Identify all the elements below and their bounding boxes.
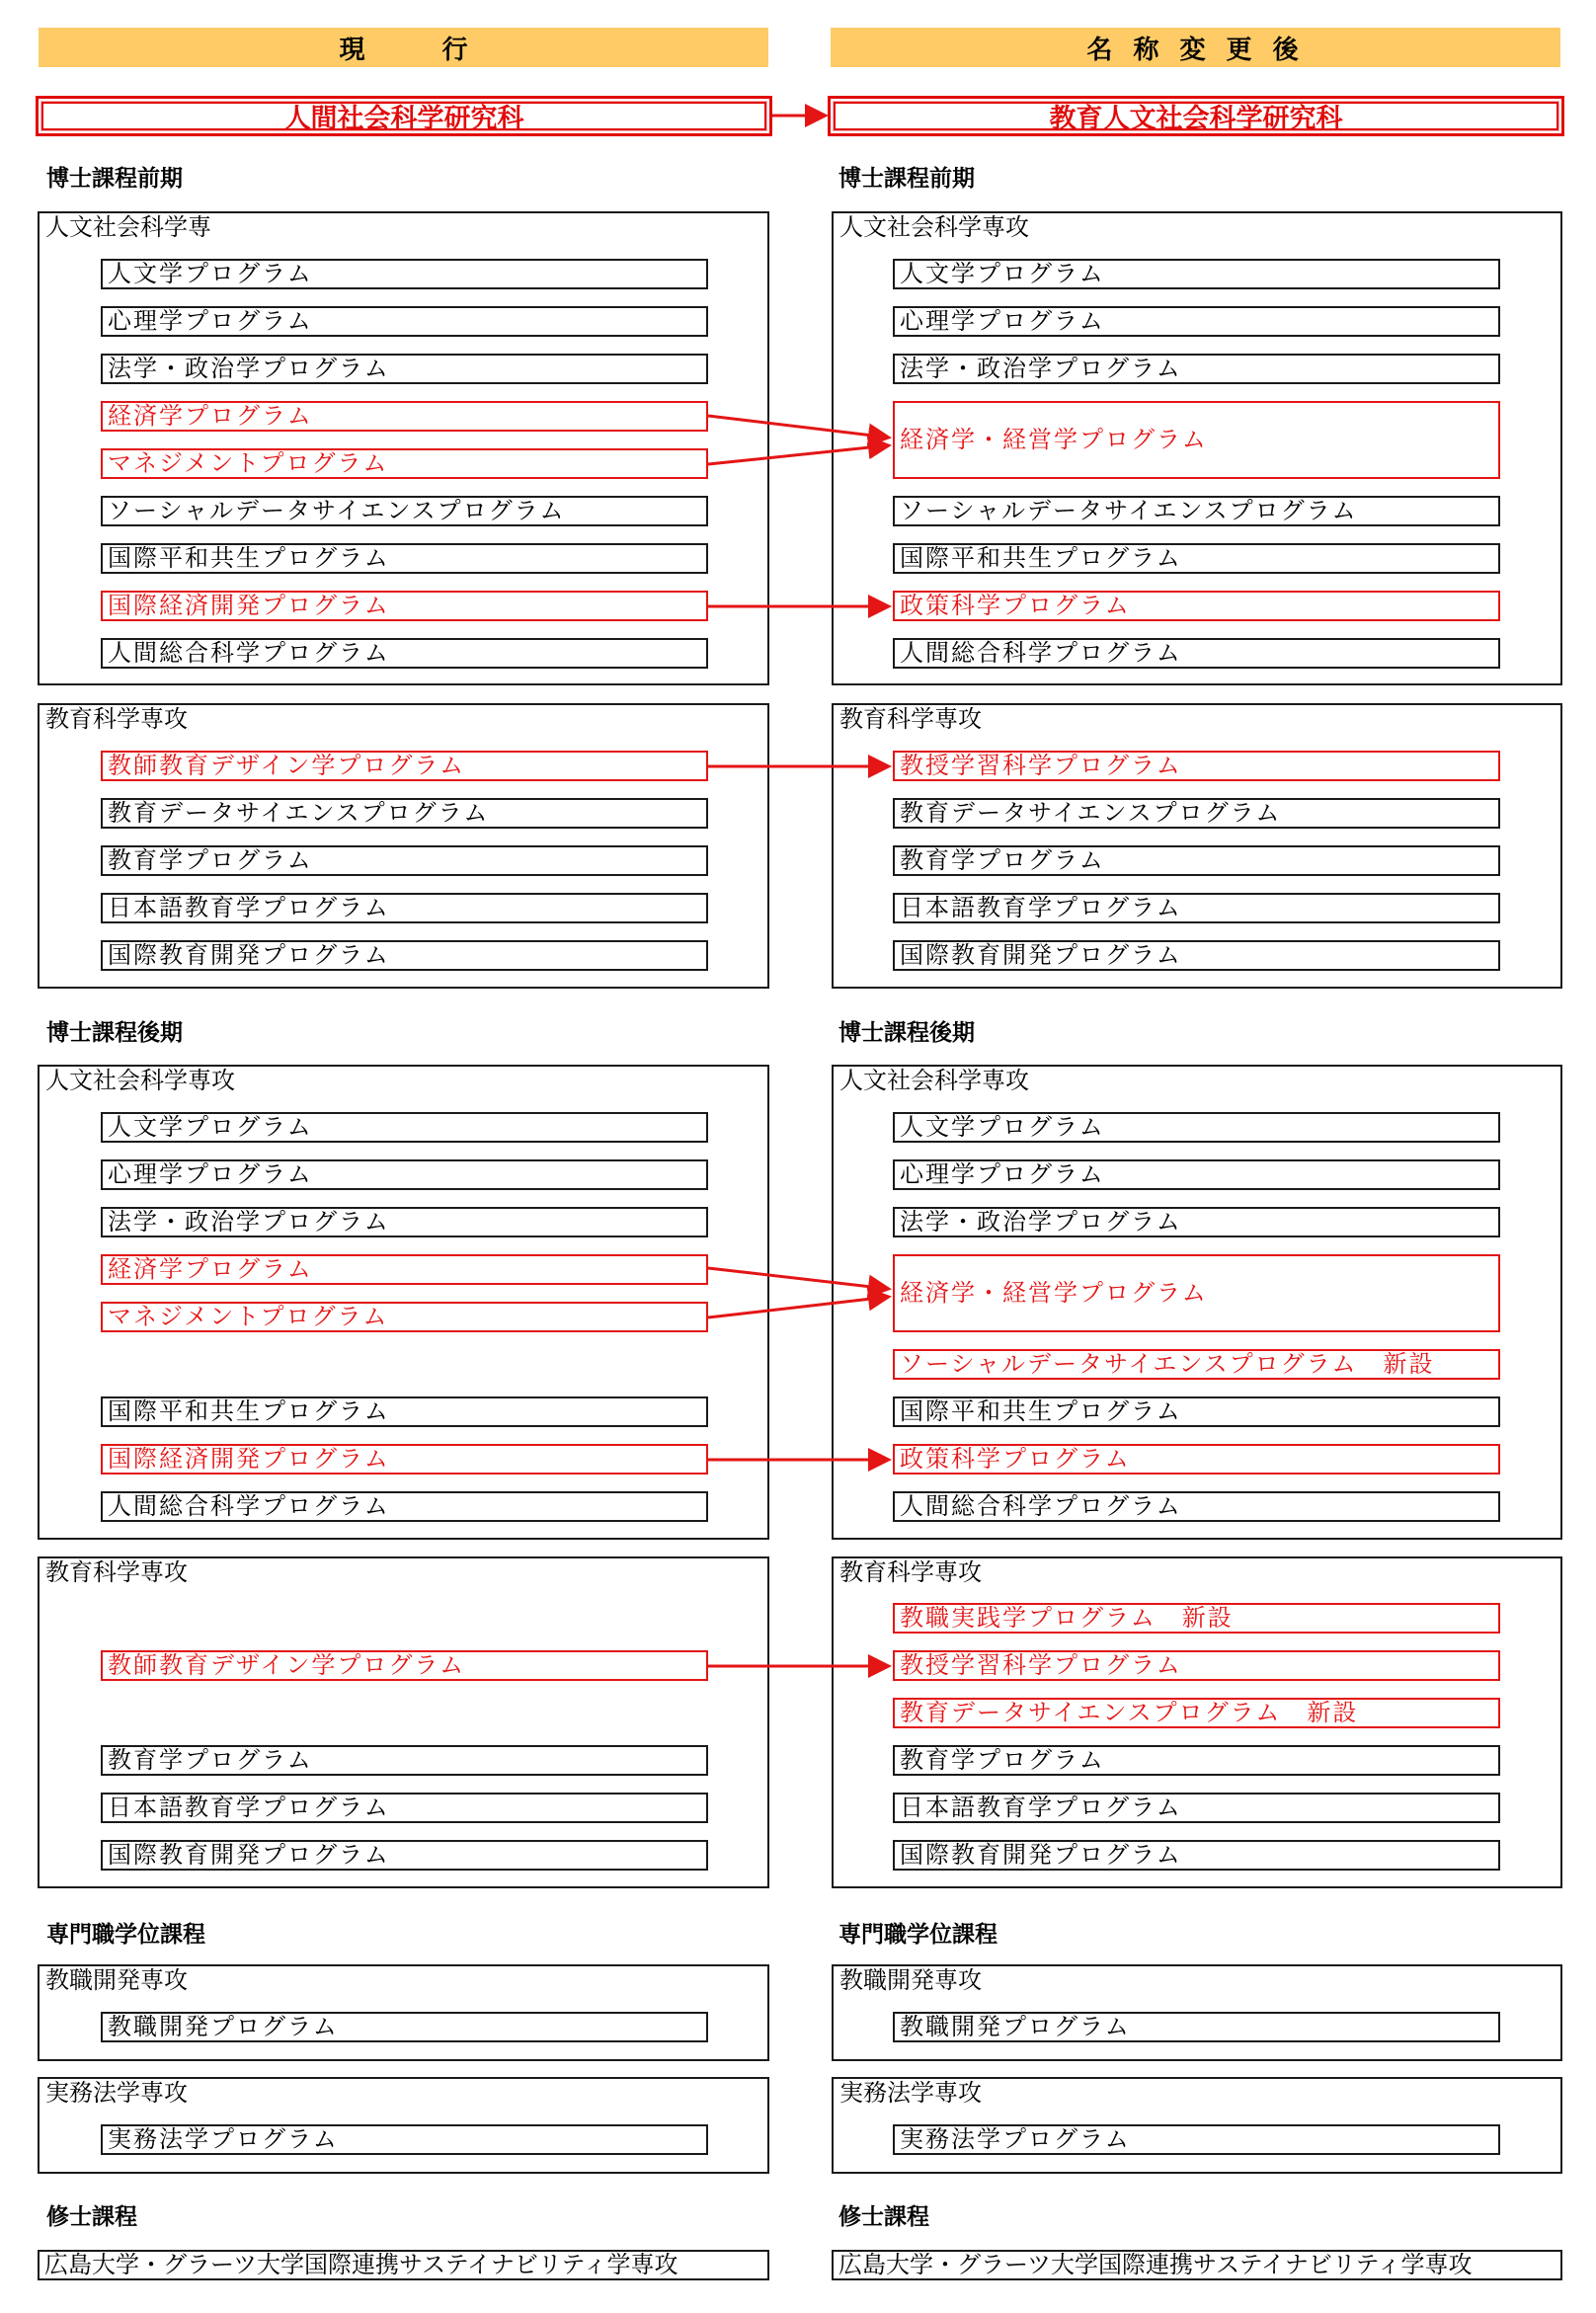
program-box-merged: 経済学・経営学プログラム — [893, 1254, 1500, 1332]
header-renamed — [831, 28, 1560, 67]
heading-master-renamed: 修士課程 — [838, 2204, 929, 2230]
group-label: 人文社会科学専攻 — [45, 1067, 235, 1094]
program-box: 国際教育開発プログラム — [101, 1840, 708, 1871]
program-box: 国際平和共生プログラム — [101, 543, 708, 574]
program-box: 国際教育開発プログラム — [893, 940, 1500, 971]
program-box-changed: 経済学プログラム — [101, 1254, 708, 1285]
program-box-new: 教職実践学プログラム 新設 — [893, 1603, 1500, 1634]
group-label: 教育科学専攻 — [839, 1558, 982, 1586]
program-box: 国際教育開発プログラム — [893, 1840, 1500, 1871]
program-box: ソーシャルデータサイエンスプログラム — [893, 496, 1500, 526]
program-box: 人間総合科学プログラム — [893, 638, 1500, 669]
heading-professional-current: 専門職学位課程 — [46, 1922, 205, 1948]
group-label: 人文社会科学専 — [45, 213, 211, 241]
program-box: 人間総合科学プログラム — [893, 1491, 1500, 1522]
program-box: 教職開発プログラム — [101, 2012, 708, 2042]
program-box-changed: 教師教育デザイン学プログラム — [101, 1650, 708, 1681]
program-box: 法学・政治学プログラム — [893, 354, 1500, 384]
group-label: 教職開発専攻 — [839, 1966, 982, 1994]
group-label: 教育科学専攻 — [839, 705, 982, 733]
program-box: 人文学プログラム — [101, 259, 708, 289]
program-box: 教育学プログラム — [101, 845, 708, 876]
header-current-label: 現 行 — [339, 35, 468, 65]
program-box: 教育データサイエンスプログラム — [101, 798, 708, 829]
group-label: 人文社会科学専攻 — [839, 213, 1029, 241]
master-program-current: 広島大学・グラーツ大学国際連携サステイナビリティ学専攻 — [38, 2250, 769, 2280]
program-box-changed: マネジメントプログラム — [101, 448, 708, 479]
program-box: 日本語教育学プログラム — [101, 893, 708, 923]
group-current-late-education — [38, 1556, 769, 1888]
program-box: 教育学プログラム — [101, 1745, 708, 1776]
program-box: 国際平和共生プログラム — [893, 1396, 1500, 1427]
program-box: 人間総合科学プログラム — [101, 1491, 708, 1522]
program-box: 人間総合科学プログラム — [101, 638, 708, 669]
header-current — [39, 28, 768, 67]
school-renamed-label: 教育人文社会科学研究科 — [1049, 104, 1343, 134]
program-box: 法学・政治学プログラム — [893, 1207, 1500, 1237]
program-box: 心理学プログラム — [101, 1159, 708, 1190]
heading-doctoral-late-renamed: 博士課程後期 — [838, 1020, 975, 1046]
program-box: 教職開発プログラム — [893, 2012, 1500, 2042]
group-label: 実務法学専攻 — [45, 2079, 188, 2107]
heading-doctoral-early-current: 博士課程前期 — [46, 166, 183, 192]
heading-professional-renamed: 専門職学位課程 — [838, 1922, 998, 1948]
heading-doctoral-late-current: 博士課程後期 — [46, 1020, 183, 1046]
group-label: 教育科学専攻 — [45, 705, 188, 733]
group-label: 実務法学専攻 — [839, 2079, 982, 2107]
heading-doctoral-early-renamed: 博士課程前期 — [838, 166, 975, 192]
program-box: 心理学プログラム — [101, 306, 708, 337]
program-box: 教育データサイエンスプログラム — [893, 798, 1500, 829]
program-box-changed: 教授学習科学プログラム — [893, 751, 1500, 781]
program-box-changed: マネジメントプログラム — [101, 1302, 708, 1332]
group-label: 教職開発専攻 — [45, 1966, 188, 1994]
program-box: 人文学プログラム — [101, 1112, 708, 1143]
program-box-merged: 経済学・経営学プログラム — [893, 401, 1500, 479]
program-box: 教育学プログラム — [893, 845, 1500, 876]
group-label: 教育科学専攻 — [45, 1558, 188, 1586]
heading-master-current: 修士課程 — [46, 2204, 137, 2230]
program-box: 人文学プログラム — [893, 1112, 1500, 1143]
program-box: 実務法学プログラム — [893, 2124, 1500, 2155]
program-box-new: 教育データサイエンスプログラム 新設 — [893, 1698, 1500, 1728]
program-box: 人文学プログラム — [893, 259, 1500, 289]
school-current — [36, 96, 772, 136]
school-renamed — [828, 96, 1564, 136]
program-box-changed: 教授学習科学プログラム — [893, 1650, 1500, 1681]
program-box-changed: 国際経済開発プログラム — [101, 591, 708, 621]
program-box: ソーシャルデータサイエンスプログラム — [101, 496, 708, 526]
program-box: 日本語教育学プログラム — [893, 1793, 1500, 1823]
program-box-changed: 政策科学プログラム — [893, 1444, 1500, 1475]
program-box: 国際平和共生プログラム — [101, 1396, 708, 1427]
program-box: 国際教育開発プログラム — [101, 940, 708, 971]
program-box-new: ソーシャルデータサイエンスプログラム 新設 — [893, 1349, 1500, 1380]
program-box: 法学・政治学プログラム — [101, 354, 708, 384]
program-box: 日本語教育学プログラム — [101, 1793, 708, 1823]
program-box: 心理学プログラム — [893, 1159, 1500, 1190]
program-box: 心理学プログラム — [893, 306, 1500, 337]
school-current-label: 人間社会科学研究科 — [283, 104, 524, 134]
group-label: 人文社会科学専攻 — [839, 1067, 1029, 1094]
program-box: 国際平和共生プログラム — [893, 543, 1500, 574]
program-box-changed: 政策科学プログラム — [893, 591, 1500, 621]
program-box-changed: 国際経済開発プログラム — [101, 1444, 708, 1475]
program-box: 日本語教育学プログラム — [893, 893, 1500, 923]
program-box-changed: 経済学プログラム — [101, 401, 708, 432]
program-box-changed: 教師教育デザイン学プログラム — [101, 751, 708, 781]
program-box: 教育学プログラム — [893, 1745, 1500, 1776]
master-program-renamed: 広島大学・グラーツ大学国際連携サステイナビリティ学専攻 — [832, 2250, 1562, 2280]
header-renamed-label: 名 称 変 更 後 — [1086, 35, 1305, 65]
program-box: 実務法学プログラム — [101, 2124, 708, 2155]
program-box: 法学・政治学プログラム — [101, 1207, 708, 1237]
